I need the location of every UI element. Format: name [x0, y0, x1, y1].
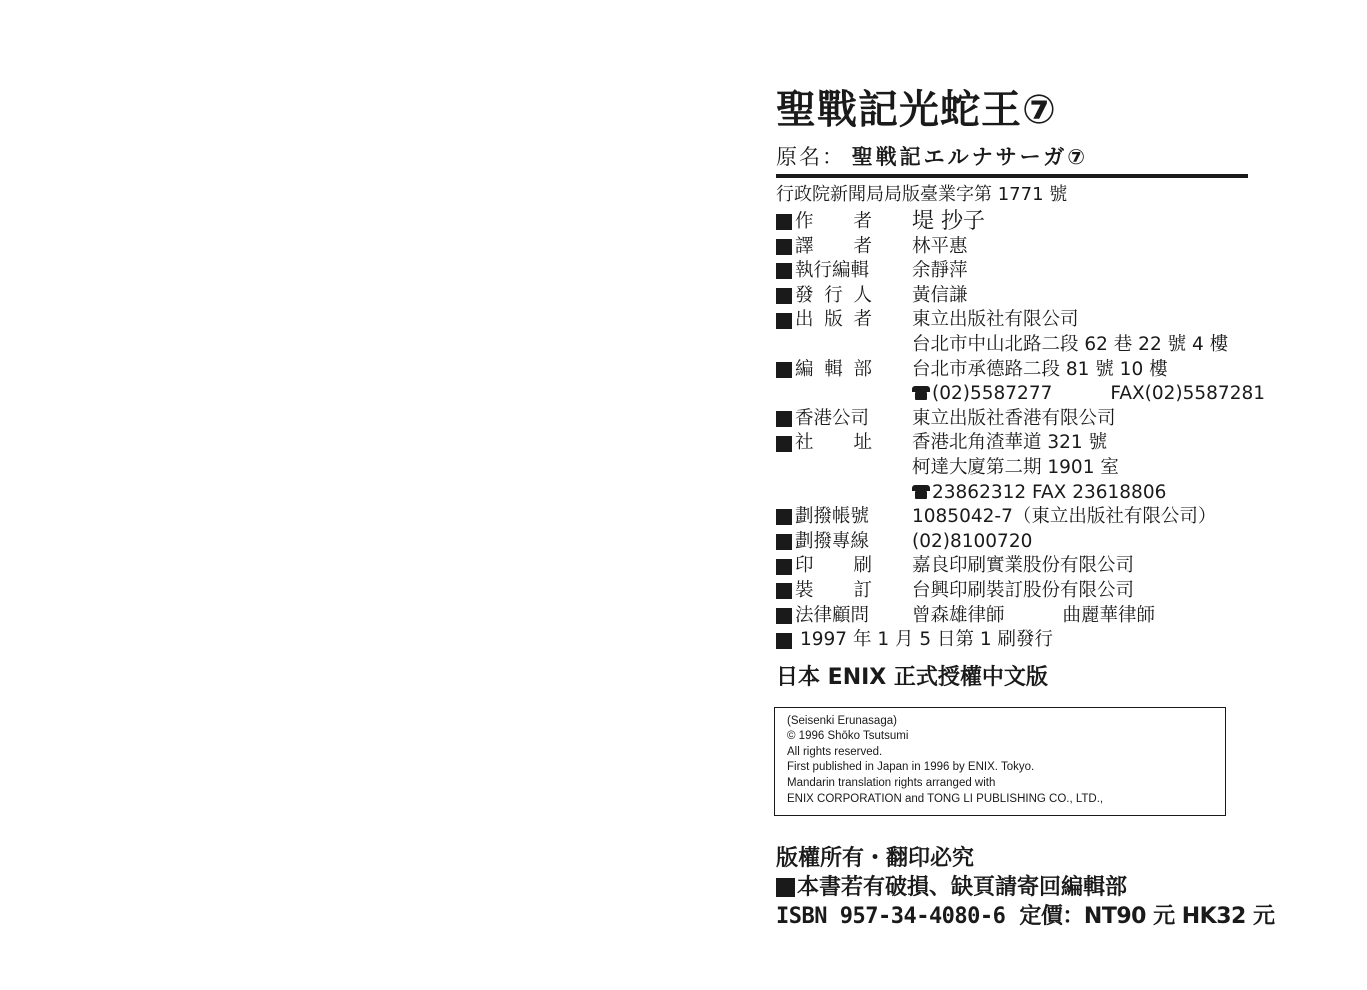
credit-value-item: [912, 284, 968, 309]
credit-value-item: [912, 579, 1134, 604]
original-title-name: 聖戦記エルナサーガ⑦: [851, 145, 1089, 169]
credit-label-part: 部: [853, 358, 872, 380]
bullet-square: [776, 559, 792, 575]
credit-value-item: [912, 554, 1134, 579]
credit-label: [776, 431, 912, 456]
credit-label-part: 刷: [853, 555, 872, 577]
credit-value: [912, 431, 1248, 456]
credit-row: [776, 259, 1248, 284]
credit-label-part: 者: [853, 309, 872, 331]
credit-row: [776, 579, 1248, 604]
credit-value-item: [1063, 604, 1156, 629]
copyright-line: © 1996 Shōko Tsutsumi: [787, 730, 909, 743]
credit-value-text: 東立出版社香港有限公司: [912, 407, 1116, 429]
credit-row: [776, 308, 1248, 333]
credit-label: [776, 456, 912, 481]
credit-label: [776, 235, 912, 260]
credit-row: [776, 235, 1248, 260]
credit-value-text: 1085042-7（東立出版社有限公司）: [912, 506, 1217, 528]
credit-row: [776, 382, 1266, 407]
title-divider: [776, 174, 1248, 178]
credit-value-text: 香港北角渣華道 321 號: [912, 432, 1108, 454]
credit-value: [912, 333, 1248, 358]
credit-label-part: 行: [824, 284, 843, 306]
rights-notice: 版權所有・翻印必究: [776, 846, 975, 872]
credit-value-text: (02)8100720: [912, 530, 1033, 552]
print-date: 1997 年 1 月 5 日第 1 刷發行: [800, 629, 1054, 651]
bullet-square: [776, 239, 792, 255]
phone-icon: [912, 386, 930, 400]
credit-value: [912, 481, 1248, 506]
credit-value-item: [912, 407, 1116, 432]
copyright-line: All rights reserved.: [787, 745, 883, 758]
credit-label: [776, 579, 912, 604]
credit-label-part: 裝: [795, 579, 814, 601]
credit-label-text: [795, 259, 912, 284]
credit-label-part: 人: [853, 284, 872, 306]
credit-value: [912, 235, 1248, 260]
credit-value-text: 堤 抄子: [912, 209, 985, 234]
damage-notice-row: [776, 873, 1248, 902]
credit-row: [776, 407, 1248, 432]
credit-value-item: [912, 235, 968, 260]
credit-value-item: [912, 358, 1168, 383]
credit-label-text: [795, 358, 912, 383]
credit-value-text: 台北市中山北路二段 62 巷 22 號 4 樓: [912, 333, 1229, 355]
credit-label-text: [795, 407, 912, 432]
credit-label-part: 出: [795, 309, 814, 331]
credit-value-item: [912, 333, 1228, 358]
credit-value-text: 台北市承德路二段 81 號 10 樓: [912, 358, 1168, 380]
credit-label-text: [795, 308, 912, 333]
isbn: ISBN 957-34-4080-6: [776, 904, 1006, 930]
credit-value-text: 余靜萍: [912, 260, 968, 282]
credit-value: [912, 358, 1248, 383]
bullet-square: [776, 534, 792, 550]
credit-value: [912, 604, 1248, 629]
credit-value-item: [912, 530, 1032, 555]
credit-label-part: 劃撥專線: [795, 530, 870, 552]
credit-label-part: 劃撥帳號: [795, 506, 870, 528]
credit-label: [776, 505, 912, 530]
credit-value-item: [1110, 382, 1265, 407]
credit-label-text: [795, 530, 912, 555]
credit-label-part: 作: [795, 211, 814, 232]
bullet-square: [776, 313, 792, 329]
bullet-square: [776, 633, 792, 649]
credit-label-part: 者: [853, 235, 872, 257]
print-date-row: [776, 628, 1248, 653]
bullet-square: [776, 411, 792, 427]
bullet-square: [776, 608, 792, 624]
credit-value-text: 柯達大廈第二期 1901 室: [912, 456, 1119, 478]
authorization-notice: 日本 ENIX 正式授權中文版: [776, 664, 1048, 690]
credit-value-item: [912, 431, 1107, 456]
credit-label-part: 輯: [824, 358, 843, 380]
damage-notice: 本書若有破損、缺頁請寄回編輯部: [797, 875, 1128, 901]
license-number: 行政院新聞局局版臺業字第 1771 號: [776, 184, 1068, 205]
credit-row: [776, 456, 1248, 481]
original-title: [776, 142, 1248, 172]
credit-label: [776, 308, 912, 333]
credit-label-part: 印: [795, 555, 814, 577]
isbn-price-row: [776, 902, 1275, 932]
copyright-line: First published in Japan in 1996 by ENIX. Tokyo.: [787, 761, 1035, 774]
bullet-square: [776, 509, 792, 525]
credit-label: [776, 481, 912, 506]
credit-label: [776, 382, 912, 407]
credit-value-item: [912, 259, 968, 284]
copyright-line: Mandarin translation rights arranged with: [787, 777, 996, 790]
credit-value-text: 黃信謙: [912, 284, 968, 306]
credit-label-part: 址: [853, 432, 872, 454]
credit-value: [912, 407, 1248, 432]
credit-row: [776, 554, 1248, 579]
credit-label-text: [795, 579, 912, 604]
credit-value: [912, 382, 1265, 407]
credit-label-part: 發: [795, 284, 814, 306]
credit-label-part: 香港公司: [795, 407, 870, 429]
credit-row: [776, 333, 1248, 358]
credit-value: [912, 308, 1248, 333]
credit-row: [776, 530, 1248, 555]
credit-value-item: [912, 382, 1052, 407]
credit-value-item: [912, 210, 985, 235]
colophon: [776, 84, 1275, 932]
credit-value-text: 嘉良印刷實業股份有限公司: [912, 555, 1135, 577]
credit-value-item: [912, 481, 1166, 506]
book-title: 聖戰記光蛇王⑦: [776, 87, 1057, 133]
credit-label: [776, 554, 912, 579]
credit-value: [912, 530, 1248, 555]
credit-label-text: [795, 210, 912, 235]
credit-label-part: 譯: [795, 235, 814, 257]
credit-label-text: [795, 284, 912, 309]
footer: [776, 844, 1275, 932]
credit-value-item: [912, 604, 1005, 629]
credit-label: [776, 358, 912, 383]
credit-row: [776, 358, 1248, 383]
bullet-square: [776, 878, 795, 897]
credit-label-text: [795, 431, 912, 456]
credit-label-part: 者: [853, 211, 872, 232]
credit-label-part: 版: [824, 309, 843, 331]
credit-label-text: [795, 505, 912, 530]
credit-value-text: 台興印刷裝訂股份有限公司: [912, 579, 1135, 601]
bullet-square: [776, 436, 792, 452]
credit-row: [776, 604, 1248, 629]
credit-label-part: 社: [795, 432, 814, 454]
credit-value-item: [912, 308, 1079, 333]
credit-value-text: 曲麗華律師: [1062, 604, 1156, 626]
credit-label: [776, 259, 912, 284]
credit-value: [912, 210, 1248, 235]
credit-label: [776, 210, 912, 235]
credit-value-text: FAX(02)5587281: [1110, 383, 1266, 405]
bullet-square: [776, 583, 792, 599]
credit-label: [776, 284, 912, 309]
credit-label-part: 執行編輯: [795, 260, 870, 282]
credit-label: [776, 604, 912, 629]
bullet-square: [776, 362, 792, 378]
credit-row: [776, 210, 1248, 235]
credit-value: [912, 284, 1248, 309]
credit-label-text: [795, 554, 912, 579]
bullet-square: [776, 288, 792, 304]
price: 定價：NT90 元 HK32 元: [1019, 904, 1275, 930]
copyright-line: ENIX CORPORATION and TONG LI PUBLISHING CO., LTD.,: [787, 792, 1104, 805]
credit-value-text: 林平惠: [912, 235, 968, 257]
credit-row: [776, 505, 1248, 530]
phone-icon: [912, 485, 930, 499]
credit-label-text: [795, 604, 912, 629]
credit-value: [912, 456, 1248, 481]
bullet-square: [776, 263, 792, 279]
bullet-square: [776, 214, 792, 230]
credit-value-item: [912, 456, 1119, 481]
credit-value-text: 23862312 FAX 23618806: [932, 481, 1167, 503]
credit-value: [912, 259, 1248, 284]
copyright-line: (Seisenki Erunasaga): [787, 714, 897, 727]
credit-value-text: (02)5587277: [932, 383, 1053, 405]
credit-label: [776, 333, 912, 358]
credit-value-item: [912, 505, 1216, 530]
credit-label-part: 編: [795, 358, 814, 380]
credit-value-text: 曾森雄律師: [912, 604, 1005, 626]
original-title-label: 原名：: [776, 145, 845, 169]
credit-label-part: 法律顧問: [795, 604, 870, 626]
credit-value: [912, 579, 1248, 604]
credit-label-text: [795, 235, 912, 260]
credit-label: [776, 407, 912, 432]
credit-row: [776, 284, 1248, 309]
credit-row: [776, 481, 1248, 506]
credit-value: [912, 554, 1248, 579]
credit-value-text: 東立出版社有限公司: [912, 309, 1079, 331]
credit-label-part: 訂: [853, 579, 872, 601]
copyright-box: [774, 707, 1226, 817]
credit-row: [776, 431, 1248, 456]
credit-label: [776, 530, 912, 555]
credits-list: [776, 209, 1266, 628]
credit-value: [912, 505, 1248, 530]
